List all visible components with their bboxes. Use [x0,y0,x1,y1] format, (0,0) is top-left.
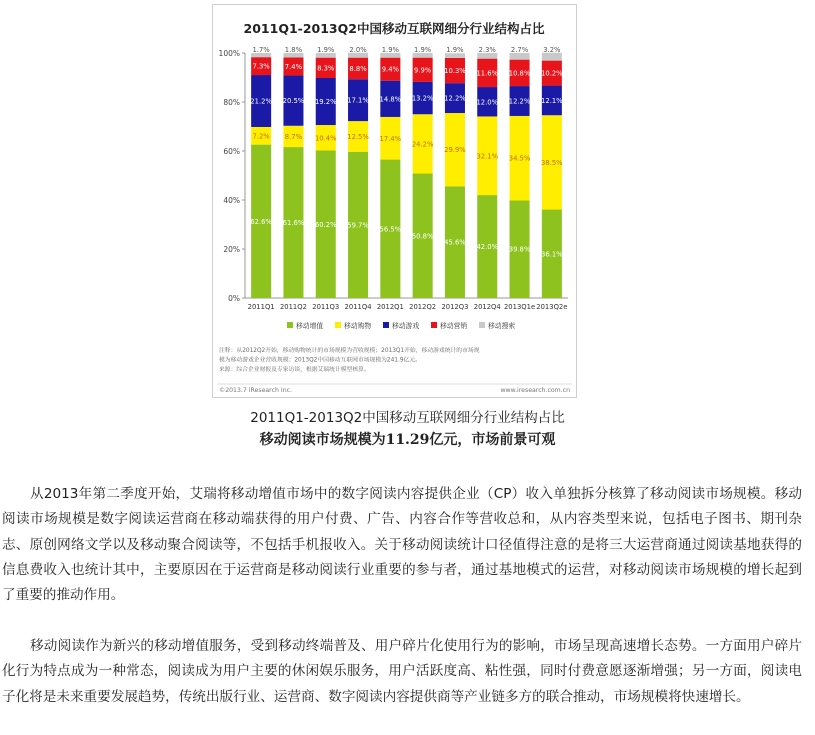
data-label: 11.6% [476,69,499,78]
data-label: 10.3% [444,67,466,76]
legend-swatch [287,322,293,328]
data-label: 12.2% [508,97,531,106]
data-label: 34.5% [508,154,531,163]
data-label: 19.2% [314,98,337,107]
copyright-text: ©2013.7 iResearch Inc. [219,387,292,394]
stacked-bar-chart [213,5,576,397]
data-label: 39.8% [508,245,531,254]
y-tick-label: 60% [223,147,240,156]
x-tick-label: 2012Q3 [441,303,469,311]
data-label: 1.9% [414,46,432,54]
data-label: 10.4% [314,134,337,143]
bar-segment [542,53,562,61]
chart-note-line: 注释：从2012Q2开始，移动购物统计的市场规模为营收规模；2013Q1开始，移动游戏统计的市场规 [219,348,480,354]
data-label: 32.1% [476,152,499,161]
chart-caption: 2011Q1-2013Q2中国移动互联网细分行业结构占比 [250,410,565,426]
data-label: 10.8% [508,69,531,78]
y-tick-label: 20% [223,245,240,254]
data-label: 1.8% [284,46,303,54]
data-label: 50.8% [411,232,434,241]
data-label: 17.1% [347,96,369,105]
data-label: 12.0% [476,98,499,107]
data-label: 42.0% [476,243,499,252]
x-tick-label: 2011Q2 [279,303,307,311]
data-label: 59.7% [347,221,369,230]
legend-swatch [479,322,485,328]
data-label: 17.4% [379,134,402,143]
legend-label: 移动搜索 [488,322,516,330]
y-tick-label: 40% [223,196,240,205]
data-label: 12.1% [541,96,563,105]
data-label: 8.7% [284,132,303,141]
legend-swatch [431,322,437,328]
x-tick-label: 2012Q4 [473,303,501,311]
y-tick-label: 80% [223,98,240,107]
x-tick-label: 2013Q2e [536,303,568,311]
data-label: 36.1% [541,250,563,259]
chart-note-line: 模为移动游戏企业营收规模；2013Q2中国移动互联网市场规模为241.9亿元。 [219,357,421,364]
legend-swatch [335,322,341,328]
data-label: 14.8% [379,95,402,104]
data-label: 8.8% [349,64,367,73]
data-label: 12.2% [444,94,466,103]
data-label: 1.7% [252,46,270,54]
data-label: 7.2% [252,132,270,141]
data-label: 24.2% [411,140,434,149]
x-tick-label: 2012Q2 [409,303,437,311]
y-tick-label: 100% [218,49,240,58]
y-tick-label: 0% [228,294,240,303]
legend-label: 移动营销 [440,322,468,330]
legend-label: 移动增值 [296,322,324,330]
article-paragraph-1: 从2013年第二季度开始，艾瑞将移动增值市场中的数字阅读内容提供企业（CP）收入单独拆分核算了移动阅读市场规模。移动阅读市场规模是数字阅读运营商在移动端获得的用户付费、广告、内容合作等营收总和，从内容类型来说，包括电子图书、期刊杂志、原创网络文学以及移动聚合阅读等，不包括手机报收入。关于移动阅读统计口径值得注意的是将三大运营商通过阅读基地获得的信息费收入也统计其中，主要原因在于运营商是移动阅读行业重要的参与者，通过基地模式的运营，对移动阅读市场规模的增长起到了重要的推动作用。 [2,486,802,604]
data-label: 12.5% [347,132,369,141]
data-label: 1.9% [381,46,399,54]
article-paragraph-2: 移动阅读作为新兴的移动增值服务，受到移动终端普及、用户碎片化使用行为的影响，市场呈现高速增长态势。一方面用户碎片化行为特点成为一种常态，阅读成为用户主要的休闲娱乐服务，用户活跃度高、粘性强，同时付费意愿逐渐增强；另一方面，阅读电子化将是未来重要发展趋势，传统出版行业、运营商、数字阅读内容提供商等产业链多方的联合推动，市场规模将快速增长。 [2,638,802,705]
data-label: 61.6% [282,219,305,228]
chart-figure [212,4,577,398]
x-tick-label: 2011Q3 [312,303,340,311]
x-tick-label: 2011Q1 [247,303,275,311]
data-label: 10.2% [541,69,563,78]
data-label: 2.7% [510,46,529,54]
data-label: 7.3% [252,62,270,71]
data-label: 8.3% [317,64,335,73]
website-text: www.iresearch.com.cn [500,387,570,394]
data-label: 1.9% [317,46,335,54]
data-label: 62.6% [250,217,272,226]
data-label: 2.3% [478,46,496,54]
data-label: 60.2% [314,220,337,229]
data-label: 13.2% [411,94,434,103]
data-label: 2.0% [349,45,367,54]
data-label: 45.6% [444,238,466,247]
data-label: 21.2% [250,97,272,106]
data-label: 29.9% [444,146,466,155]
chart-title: 2011Q1-2013Q2中国移动互联网细分行业结构占比 [243,21,545,36]
data-label: 38.5% [541,158,563,167]
data-label: 1.9% [446,46,464,55]
x-tick-label: 2012Q1 [376,303,404,311]
chart-note-line: 来源：综合企业财报及专家访谈，根据艾瑞统计模型核算。 [219,367,370,373]
x-tick-label: 2011Q4 [344,303,372,311]
legend-label: 移动购物 [344,322,372,330]
data-label: 3.2% [543,45,561,54]
data-label: 7.4% [284,62,303,71]
legend-swatch [383,322,389,328]
legend-label: 移动游戏 [392,322,420,330]
article-subheading: 移动阅读市场规模为11.29亿元，市场前景可观 [259,432,556,448]
data-label: 9.4% [381,65,399,74]
data-label: 9.9% [414,66,432,75]
data-label: 56.5% [379,225,402,234]
data-label: 20.5% [282,97,305,106]
x-tick-label: 2013Q1e [503,303,536,311]
